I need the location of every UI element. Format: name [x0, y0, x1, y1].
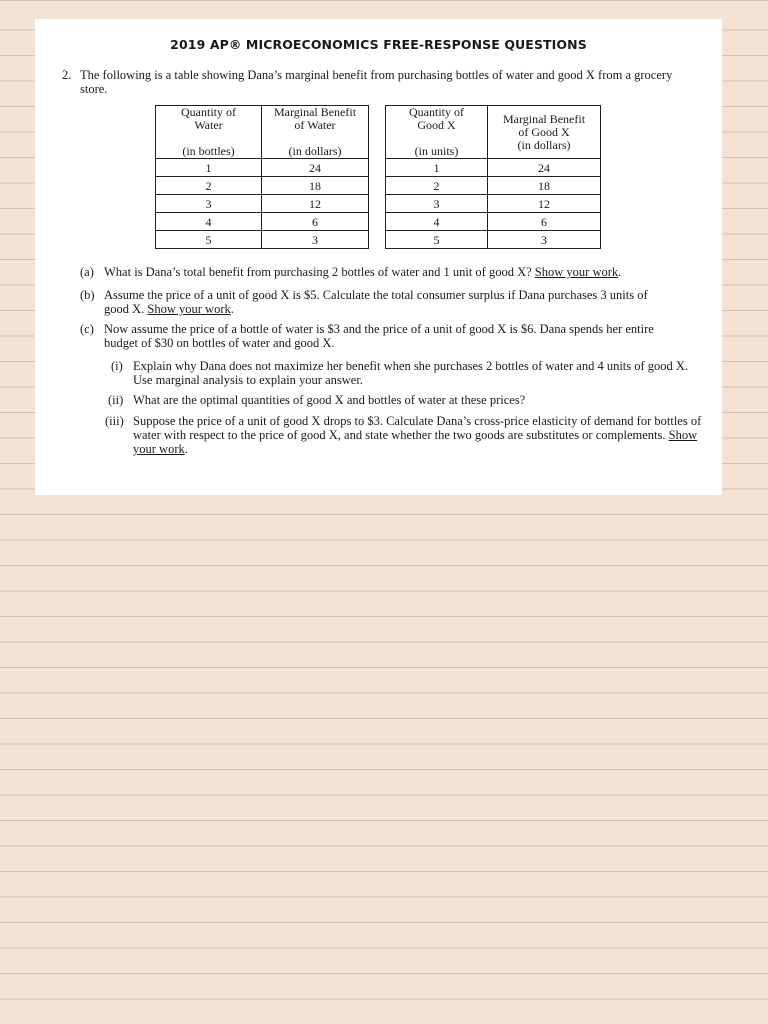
table-header-mb-water: Marginal Benefit of Water (in dollars) — [262, 106, 369, 159]
part-c-i-text: Explain why Dana does not maximize her benefit when she purchases 2 bottles of water and 4 units of good X. Use marginal analysis to explain your answer. — [133, 359, 689, 387]
table-row: 5 3 — [386, 231, 601, 249]
part-a-label: (a) — [80, 265, 94, 279]
table-row: 2 18 — [386, 177, 601, 195]
part-b-label: (b) — [80, 288, 95, 302]
part-c-iii-text: Suppose the price of a unit of good X drops to $3. Calculate Dana’s cross-price elasticity of demand for bottles of water with respect to the price of good X, and state whether the two goods are substitutes or complements. Show your work. — [133, 414, 702, 456]
part-a-text: What is Dana’s total benefit from purchasing 2 bottles of water and 1 unit of good X? Show your work. — [104, 265, 622, 279]
part-b-text: Assume the price of a unit of good X is $5. Calculate the total consumer surplus if Dana purchases 3 units of good X. Show your work. — [104, 288, 648, 316]
show-work-c-iii: Show your work — [133, 428, 698, 456]
part-c-ii-text: What are the optimal quantities of good X and bottles of water at these prices? — [133, 393, 526, 407]
part-c-label: (c) — [80, 322, 94, 336]
question-number: 2. — [62, 68, 72, 82]
page-title: 2019 AP® MICROECONOMICS FREE-RESPONSE QUESTIONS — [170, 37, 587, 52]
table-row: 2 18 — [156, 177, 369, 195]
part-c-ii-label: (ii) — [108, 393, 124, 407]
table-row: 1 24 — [156, 159, 369, 177]
part-c-text: Now assume the price of a bottle of water is $3 and the price of a unit of good X is $6. Dana spends her entire budget of $30 on bottles of water and good X. — [104, 322, 654, 350]
table-header-quantity-water: Quantity of Water (in bottles) — [156, 106, 262, 159]
table-header-quantity-good-x: Quantity of Good X (in units) — [386, 106, 488, 159]
table-row: 3 12 — [386, 195, 601, 213]
part-c-i-label: (i) — [111, 359, 123, 373]
table-row: 1 24 — [386, 159, 601, 177]
exam-page — [35, 19, 722, 495]
table-row: 5 3 — [156, 231, 369, 249]
show-work-b: Show your work — [147, 302, 231, 316]
show-work-a: Show your work — [534, 265, 619, 279]
part-c-iii-label: (iii) — [105, 414, 124, 428]
table-row: 4 6 — [386, 213, 601, 231]
good-x-table — [385, 105, 601, 249]
water-table — [155, 105, 369, 249]
question-intro: The following is a table showing Dana’s marginal benefit from purchasing bottles of water and good X from a grocery store. — [80, 68, 673, 96]
table-row: 3 12 — [156, 195, 369, 213]
table-row: 4 6 — [156, 213, 369, 231]
table-header-mb-good-x: Marginal Benefit of Good X (in dollars) — [488, 106, 601, 159]
